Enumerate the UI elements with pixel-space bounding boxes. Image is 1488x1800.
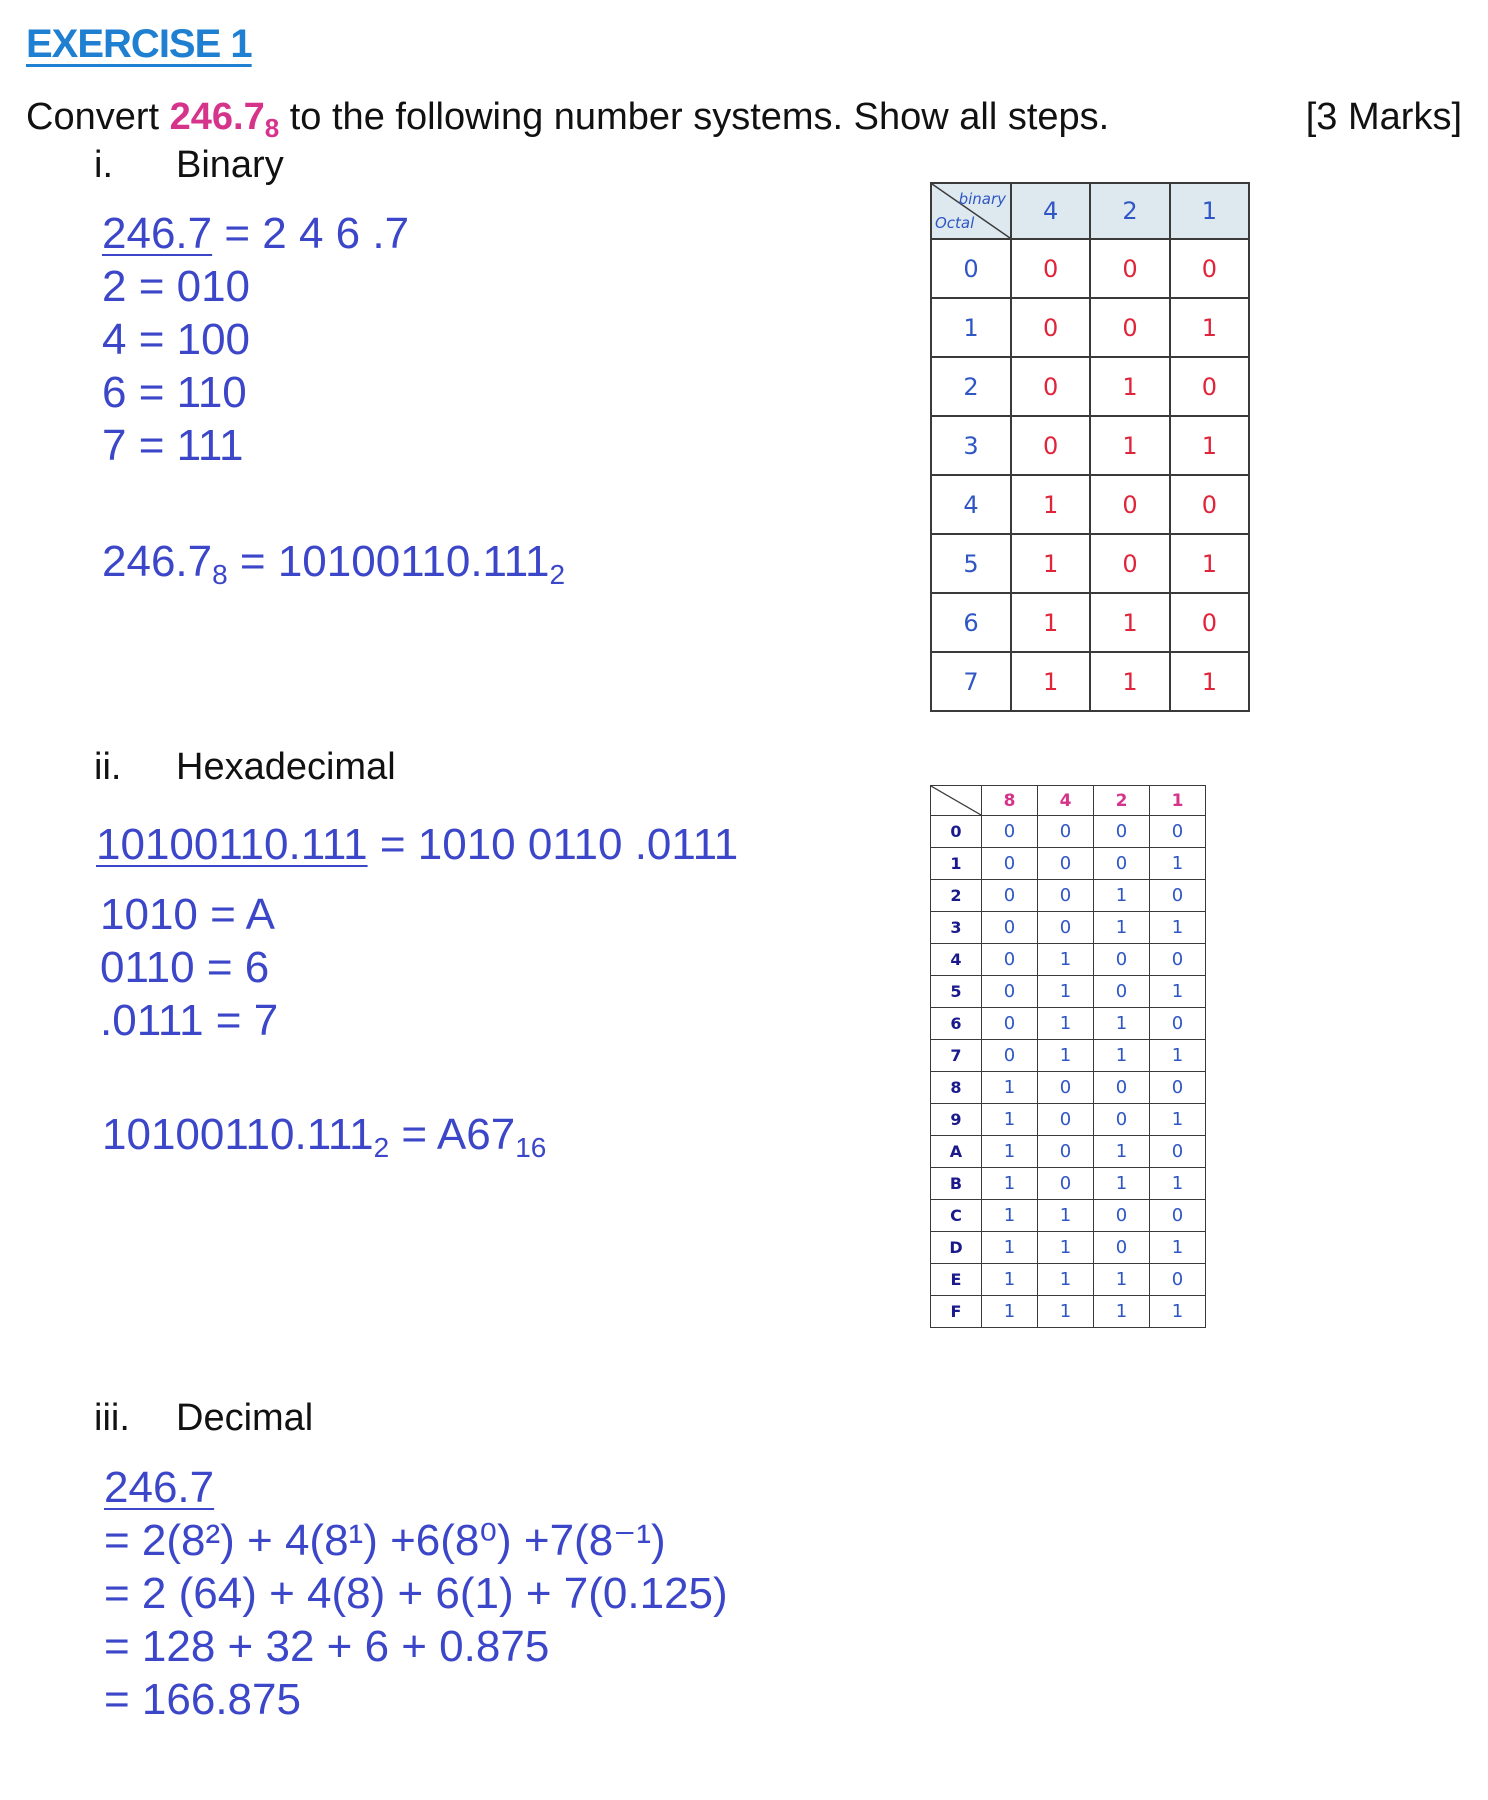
part2-roman: ii. xyxy=(94,746,122,788)
corner-bottom-label: Octal xyxy=(935,214,975,232)
question-suffix: to the following number systems. Show all steps. xyxy=(289,96,1110,138)
octal-row: 3 0 1 1 xyxy=(931,416,1249,475)
part2-line: 0110 = 6 xyxy=(100,943,270,992)
column-header: 2 xyxy=(1094,786,1150,816)
hex-row: 5 0 1 0 1 xyxy=(931,976,1206,1008)
hex-row: B 1 0 1 1 xyxy=(931,1168,1206,1200)
part2-heading xyxy=(94,744,396,790)
part3-work xyxy=(104,1461,728,1726)
question-text xyxy=(26,94,1110,143)
hex-row: 0 0 0 0 0 xyxy=(931,816,1206,848)
hex-row: 1 0 0 0 1 xyxy=(931,848,1206,880)
part1-heading xyxy=(94,142,284,188)
part3-line: = 2 (64) + 4(8) + 6(1) + 7(0.125) xyxy=(104,1569,728,1618)
part3-line: = 2(8²) + 4(8¹) +6(8⁰) +7(8⁻¹) xyxy=(104,1516,666,1565)
part2-line: .0111 = 7 xyxy=(100,996,279,1045)
hex-row: A 1 0 1 0 xyxy=(931,1136,1206,1168)
hex-row: 2 0 0 1 0 xyxy=(931,880,1206,912)
hex-binary-table xyxy=(930,785,1206,1328)
column-header: 2 xyxy=(1090,183,1169,239)
table-corner xyxy=(931,786,982,816)
column-header: 4 xyxy=(1038,786,1094,816)
corner-top-label: binary xyxy=(958,190,1006,208)
column-header: 1 xyxy=(1150,786,1206,816)
octal-row: 4 1 0 0 xyxy=(931,475,1249,534)
part1-work xyxy=(102,207,409,472)
part1-label: Binary xyxy=(176,144,284,186)
part2-split: 10100110.111 = 1010 0110 .0111 xyxy=(96,820,739,869)
question-number: $246.7_8$ xyxy=(169,96,280,143)
table-corner xyxy=(931,183,1011,239)
hex-row: 6 0 1 1 0 xyxy=(931,1008,1206,1040)
octal-binary-table xyxy=(930,182,1250,712)
question-base: 8 xyxy=(264,113,280,143)
part3-label: Decimal xyxy=(176,1397,314,1439)
part3-roman: iii. xyxy=(94,1397,130,1439)
part2-line: 1010 = A xyxy=(100,890,275,939)
part1-roman: i. xyxy=(94,144,113,186)
part3-line: = 128 + 32 + 6 + 0.875 xyxy=(104,1622,550,1671)
part3-heading xyxy=(94,1395,313,1441)
octal-row: 0 0 0 0 xyxy=(931,239,1249,298)
hex-row: E 1 1 1 0 xyxy=(931,1264,1206,1296)
part1-line: 6 = 110 xyxy=(102,368,247,417)
column-header: 1 xyxy=(1170,183,1249,239)
octal-row: 7 1 1 1 xyxy=(931,652,1249,711)
part1-line: 2 = 010 xyxy=(102,262,251,311)
part1-line: 4 = 100 xyxy=(102,315,251,364)
part3-line: = 166.875 xyxy=(104,1675,301,1724)
marks-label: [3 Marks] xyxy=(1305,96,1462,138)
hex-table-header xyxy=(931,786,1206,816)
hex-row: D 1 1 0 1 xyxy=(931,1232,1206,1264)
part1-result: $246.7_8 = 10100110.111_2$ xyxy=(102,537,566,590)
part2-label: Hexadecimal xyxy=(176,746,396,788)
octal-row: 2 0 1 0 xyxy=(931,357,1249,416)
question-prefix: Convert xyxy=(26,96,160,138)
exercise-title: EXERCISE 1 xyxy=(26,22,252,66)
hex-row: C 1 1 0 0 xyxy=(931,1200,1206,1232)
part1-line: 246.7 = 2 4 6 .7 xyxy=(102,209,410,258)
octal-row: 6 1 1 0 xyxy=(931,593,1249,652)
column-header: 8 xyxy=(982,786,1038,816)
hex-row: 3 0 0 1 1 xyxy=(931,912,1206,944)
part2-work xyxy=(100,888,278,1047)
hex-row: 9 1 0 0 1 xyxy=(931,1104,1206,1136)
octal-row: 1 0 0 1 xyxy=(931,298,1249,357)
hex-row: 7 0 1 1 1 xyxy=(931,1040,1206,1072)
hex-row: 8 1 0 0 0 xyxy=(931,1072,1206,1104)
part3-head: 246.7 xyxy=(104,1463,215,1512)
hex-row: 4 0 1 0 0 xyxy=(931,944,1206,976)
corner-diagonal xyxy=(931,786,981,815)
part1-line: 7 = 111 xyxy=(102,421,244,470)
hex-row: F 1 1 1 1 xyxy=(931,1296,1206,1328)
column-header: 4 xyxy=(1011,183,1090,239)
octal-table-header xyxy=(931,183,1249,239)
part2-result: $10100110.111_2 = A67_{16}$ xyxy=(102,1110,547,1163)
octal-row: 5 1 0 1 xyxy=(931,534,1249,593)
